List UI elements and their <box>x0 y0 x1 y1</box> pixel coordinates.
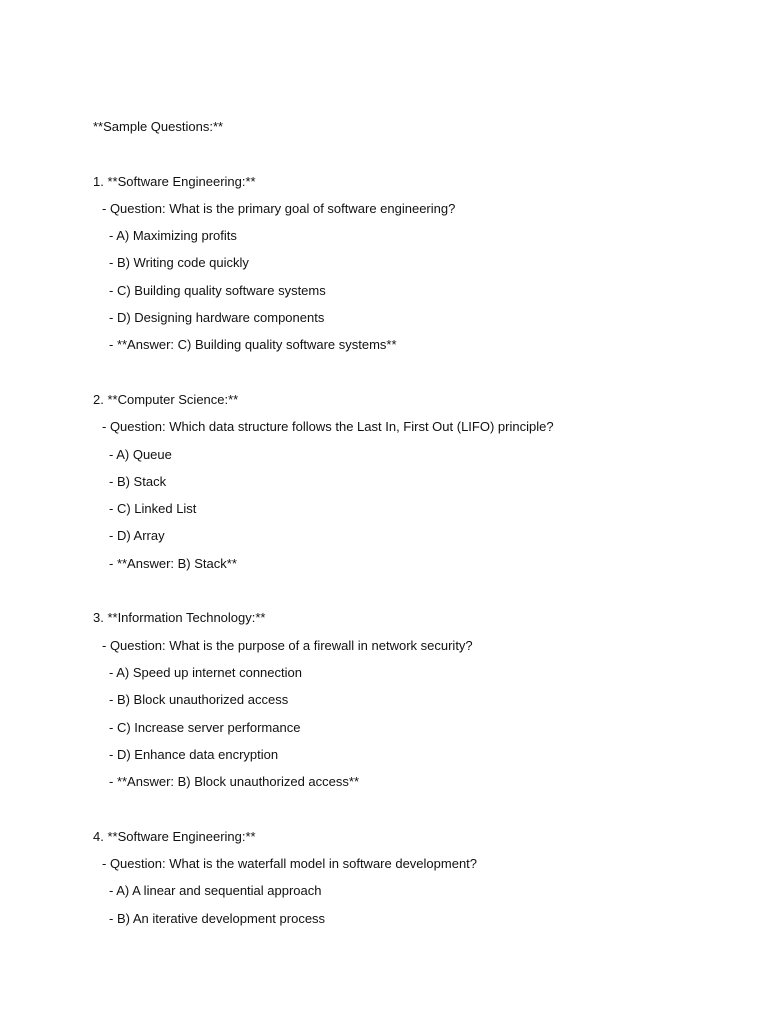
option-b: - B) Stack <box>109 473 167 489</box>
answer-text: - **Answer: B) Stack** <box>109 555 237 571</box>
option-b: - B) An iterative development process <box>109 910 326 926</box>
option-b: - B) Writing code quickly <box>109 255 249 271</box>
question-text: - Question: Which data structure follows the Last In, First Out (LIFO) principle? <box>102 419 554 435</box>
section-title: 2. **Computer Science:** <box>93 391 239 407</box>
option-d: - D) Designing hardware components <box>109 310 325 326</box>
question-text: - Question: What is the waterfall model in software development? <box>102 856 478 872</box>
option-a: - A) Speed up internet connection <box>109 664 302 680</box>
option-c: - C) Linked List <box>109 501 197 517</box>
section-title: 3. **Information Technology:** <box>93 610 266 626</box>
section-title: 1. **Software Engineering:** <box>93 173 256 189</box>
answer-text: - **Answer: C) Building quality software systems** <box>109 337 397 353</box>
option-c: - C) Increase server performance <box>109 719 301 735</box>
question-section-3 <box>93 604 733 795</box>
option-d: - D) Enhance data encryption <box>109 746 279 762</box>
option-d: - D) Array <box>109 528 165 544</box>
question-section-1 <box>93 168 733 359</box>
option-b: - B) Block unauthorized access <box>109 692 289 708</box>
option-a: - A) Maximizing profits <box>109 228 237 244</box>
question-text: - Question: What is the primary goal of software engineering? <box>102 200 456 216</box>
section-title: 4. **Software Engineering:** <box>93 828 256 844</box>
question-section-4 <box>93 823 733 932</box>
option-a: - A) Queue <box>109 446 172 462</box>
answer-text: - **Answer: B) Block unauthorized access** <box>109 774 360 790</box>
question-text: - Question: What is the purpose of a firewall in network security? <box>102 637 473 653</box>
option-c: - C) Building quality software systems <box>109 282 326 298</box>
option-a: - A) A linear and sequential approach <box>109 883 322 899</box>
document-heading: **Sample Questions:** <box>93 119 224 134</box>
document-body <box>93 113 733 932</box>
question-section-2 <box>93 386 733 577</box>
